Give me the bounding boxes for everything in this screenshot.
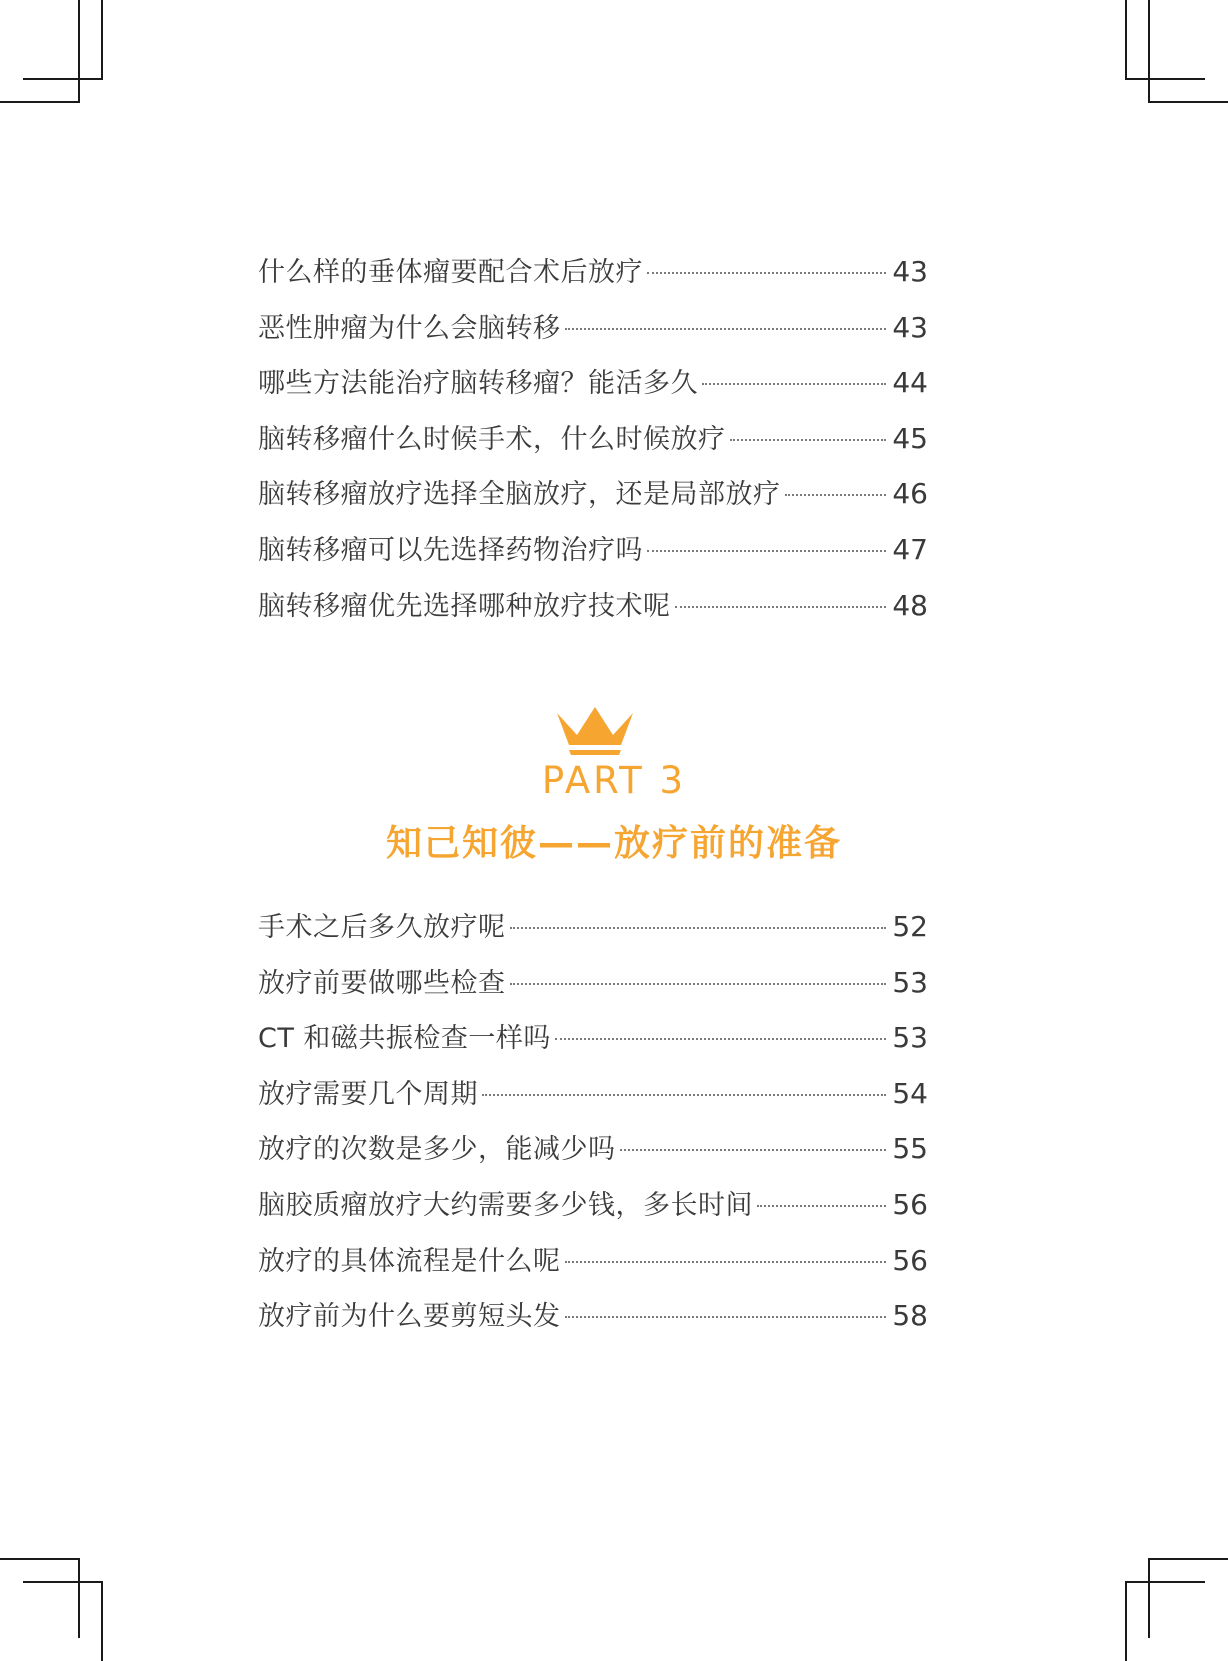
- toc-entry-page: 47: [892, 532, 928, 566]
- toc-entry-title: 脑转移瘤什么时候手术，什么时候放疗: [258, 423, 726, 455]
- crop-mark: [78, 1558, 80, 1638]
- toc-entry-title: 脑转移瘤可以先选择药物治疗吗: [258, 534, 643, 566]
- toc-entry-title: 放疗的具体流程是什么呢: [258, 1245, 561, 1277]
- toc-entry[interactable]: [258, 1127, 928, 1183]
- crop-mark: [101, 0, 103, 80]
- toc-entry[interactable]: [258, 1239, 928, 1295]
- crop-mark: [101, 1581, 103, 1661]
- toc-entry-page: 52: [892, 910, 928, 943]
- toc-section-top: [258, 250, 928, 639]
- toc-entry-title: 哪些方法能治疗脑转移瘤？能活多久: [258, 368, 698, 400]
- toc-entry[interactable]: [258, 961, 928, 1017]
- toc-entry[interactable]: [258, 584, 928, 640]
- toc-leader-dots: [565, 1261, 887, 1263]
- crop-mark: [78, 0, 80, 103]
- toc-entry-page: 53: [892, 1021, 928, 1055]
- toc-entry-page: 43: [892, 310, 928, 344]
- crop-mark: [23, 78, 103, 80]
- crop-mark: [0, 1558, 80, 1560]
- toc-leader-dots: [730, 439, 887, 441]
- toc-entry-title: 放疗前为什么要剪短头发: [258, 1301, 561, 1333]
- crop-mark: [1148, 0, 1150, 103]
- toc-entry[interactable]: [258, 472, 928, 528]
- toc-entry-title: 脑转移瘤优先选择哪种放疗技术呢: [258, 590, 671, 622]
- toc-entry[interactable]: [258, 250, 928, 306]
- toc-entry-title: 脑胶质瘤放疗大约需要多少钱，多长时间: [258, 1189, 753, 1221]
- toc-entry-title: 恶性肿瘤为什么会脑转移: [258, 312, 561, 344]
- toc-entry-title: 脑转移瘤放疗选择全脑放疗，还是局部放疗: [258, 479, 781, 511]
- toc-entry[interactable]: [258, 1016, 928, 1072]
- crop-mark: [0, 101, 80, 103]
- part-title: 知己知彼——放疗前的准备: [385, 823, 842, 864]
- toc-entry-page: 44: [892, 366, 928, 400]
- crop-mark: [1148, 101, 1228, 103]
- toc-leader-dots: [565, 328, 887, 330]
- toc-entry[interactable]: [258, 1183, 928, 1239]
- toc-entry-title: 什么样的垂体瘤要配合术后放疗: [258, 257, 643, 288]
- crop-mark: [1148, 1558, 1228, 1560]
- crop-mark: [1148, 1558, 1150, 1638]
- toc-entry-page: 45: [892, 421, 928, 455]
- toc-entry-title: 放疗的次数是多少，能减少吗: [258, 1134, 616, 1166]
- toc-leader-dots: [510, 983, 887, 985]
- toc-entry[interactable]: [258, 528, 928, 584]
- toc-entry-page: 56: [892, 1187, 928, 1221]
- crop-mark: [1125, 0, 1127, 80]
- part-label: PART 3: [541, 759, 687, 802]
- toc-entry-page: 55: [892, 1132, 928, 1166]
- toc-entry-title: 放疗需要几个周期: [258, 1078, 478, 1110]
- crown-icon: [555, 705, 635, 757]
- toc-entry[interactable]: [258, 1294, 928, 1350]
- toc-leader-dots: [702, 383, 886, 385]
- toc-leader-dots: [482, 1094, 886, 1096]
- toc-entry-page: 46: [892, 477, 928, 511]
- toc-leader-dots: [757, 1205, 886, 1207]
- toc-entry[interactable]: [258, 905, 928, 961]
- toc-leader-dots: [647, 550, 886, 552]
- toc-entry[interactable]: [258, 361, 928, 417]
- toc-entry[interactable]: [258, 1072, 928, 1128]
- toc-leader-dots: [647, 272, 886, 274]
- toc-leader-dots: [675, 606, 887, 608]
- toc-entry-page: 43: [892, 255, 928, 288]
- toc-entry-page: 56: [892, 1243, 928, 1277]
- toc-leader-dots: [565, 1316, 887, 1318]
- toc-entry-page: 58: [892, 1299, 928, 1333]
- toc-leader-dots: [785, 494, 887, 496]
- toc-entry[interactable]: [258, 417, 928, 473]
- toc-entry-page: 48: [892, 588, 928, 622]
- crop-mark: [1125, 1581, 1127, 1661]
- toc-entry-title: CT 和磁共振检查一样吗: [258, 1023, 551, 1055]
- toc-entry-title: 手术之后多久放疗呢: [258, 912, 506, 943]
- crop-mark: [1125, 78, 1205, 80]
- toc-entry[interactable]: [258, 306, 928, 362]
- toc-section-bottom: [258, 905, 928, 1350]
- toc-leader-dots: [620, 1149, 887, 1151]
- toc-leader-dots: [510, 927, 887, 929]
- crop-mark: [23, 1581, 103, 1583]
- toc-entry-page: 54: [892, 1076, 928, 1110]
- toc-leader-dots: [555, 1038, 886, 1040]
- toc-entry-page: 53: [892, 965, 928, 999]
- toc-entry-title: 放疗前要做哪些检查: [258, 967, 506, 999]
- crop-mark: [1125, 1581, 1205, 1583]
